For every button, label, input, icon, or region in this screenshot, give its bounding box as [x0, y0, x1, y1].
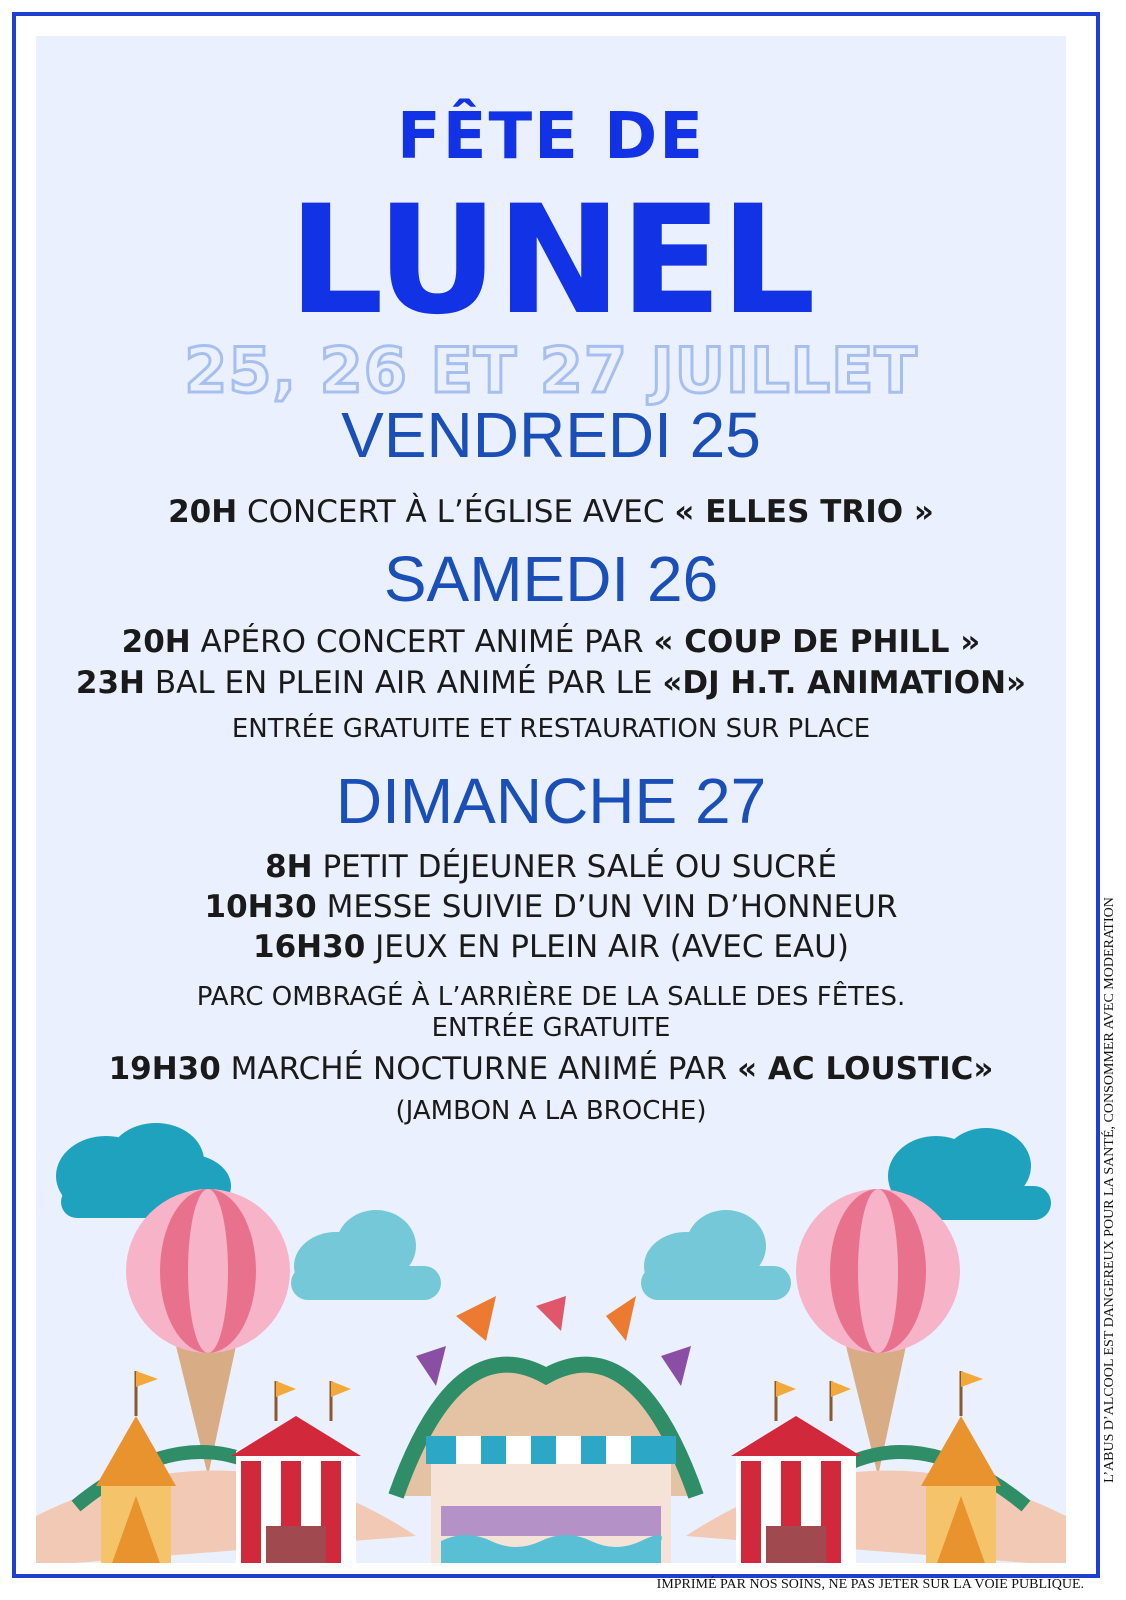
- fairground-illustration: [36, 1116, 1066, 1563]
- sunday-item: [36, 929, 1066, 965]
- event-highlight: « ELLES TRIO »: [674, 494, 934, 530]
- saturday-note: ENTRÉE GRATUITE ET RESTAURATION SUR PLACE: [231, 714, 871, 744]
- circus-tent-icon: [96, 1416, 176, 1563]
- alcohol-warning-text: L’ABUS D’ALCOOL EST DANGEREUX POUR LA SANTÉ, CONSOMMER AVEC MODERATION: [1102, 897, 1117, 1483]
- poster-panel: [36, 36, 1066, 1563]
- sunday-item: [36, 889, 1066, 925]
- sunday-market: [36, 1051, 1066, 1087]
- event-text: JEUX EN PLEIN AIR (AVEC EAU): [365, 929, 849, 965]
- cloud-icon: [291, 1210, 441, 1300]
- event-text: CONCERT À L’ÉGLISE AVEC: [237, 494, 675, 530]
- event-time: 20H: [168, 494, 238, 530]
- footer-print-notice: IMPRIMÉ PAR NOS SOINS, NE PAS JETER SUR LA VOIE PUBLIQUE.: [656, 1577, 1084, 1592]
- hot-air-balloon-icon: [126, 1189, 290, 1476]
- title-top: FÊTE DE: [397, 100, 705, 174]
- circus-tent-icon: [231, 1416, 361, 1563]
- circus-tent-icon: [921, 1416, 1001, 1563]
- event-text: BAL EN PLEIN AIR ANIMÉ PAR LE: [145, 665, 663, 701]
- market-stall-icon: [426, 1436, 676, 1563]
- event-highlight: « COUP DE PHILL »: [653, 624, 981, 660]
- dates-subtitle: 25, 26 ET 27 JUILLET: [184, 334, 918, 407]
- alcohol-warning: [1098, 840, 1122, 1540]
- flag-icon: [961, 1371, 983, 1416]
- sunday-note-line2: ENTRÉE GRATUITE: [431, 1013, 671, 1043]
- friday-item: [36, 494, 1066, 530]
- saturday-heading: SAMEDI 26: [383, 543, 719, 615]
- flag-icon: [331, 1381, 351, 1421]
- friday-heading: VENDREDI 25: [341, 399, 761, 471]
- cloud-icon: [641, 1210, 791, 1300]
- event-time: 20H: [121, 624, 191, 660]
- flag-icon: [276, 1381, 296, 1421]
- title-main: LUNEL: [288, 174, 814, 348]
- event-time: 8H: [265, 849, 313, 885]
- event-time: 19H30: [108, 1051, 221, 1087]
- flag-icon: [136, 1371, 158, 1416]
- saturday-item: [36, 665, 1066, 701]
- event-time: 23H: [75, 665, 146, 701]
- sunday-heading: DIMANCHE 27: [335, 765, 767, 837]
- event-highlight: « AC LOUSTIC»: [737, 1051, 994, 1087]
- event-text: MARCHÉ NOCTURNE ANIMÉ PAR: [220, 1051, 738, 1087]
- sunday-item: [36, 849, 1066, 885]
- event-time: 16H30: [253, 929, 366, 965]
- flag-icon: [831, 1381, 851, 1421]
- event-text: MESSE SUIVIE D’UN VIN D’HONNEUR: [316, 889, 898, 925]
- event-highlight: «DJ H.T. ANIMATION»: [662, 665, 1027, 701]
- event-time: 10H30: [204, 889, 317, 925]
- event-text: PETIT DÉJEUNER SALÉ OU SUCRÉ: [312, 849, 837, 885]
- saturday-item: [36, 624, 1066, 660]
- flag-icon: [776, 1381, 796, 1421]
- sunday-market-note: (JAMBON A LA BROCHE): [395, 1096, 707, 1126]
- circus-tent-icon: [731, 1416, 861, 1563]
- sunday-note-line1: PARC OMBRAGÉ À L’ARRIÈRE DE LA SALLE DES FÊTES.: [196, 982, 906, 1012]
- event-text: APÉRO CONCERT ANIMÉ PAR: [190, 624, 654, 660]
